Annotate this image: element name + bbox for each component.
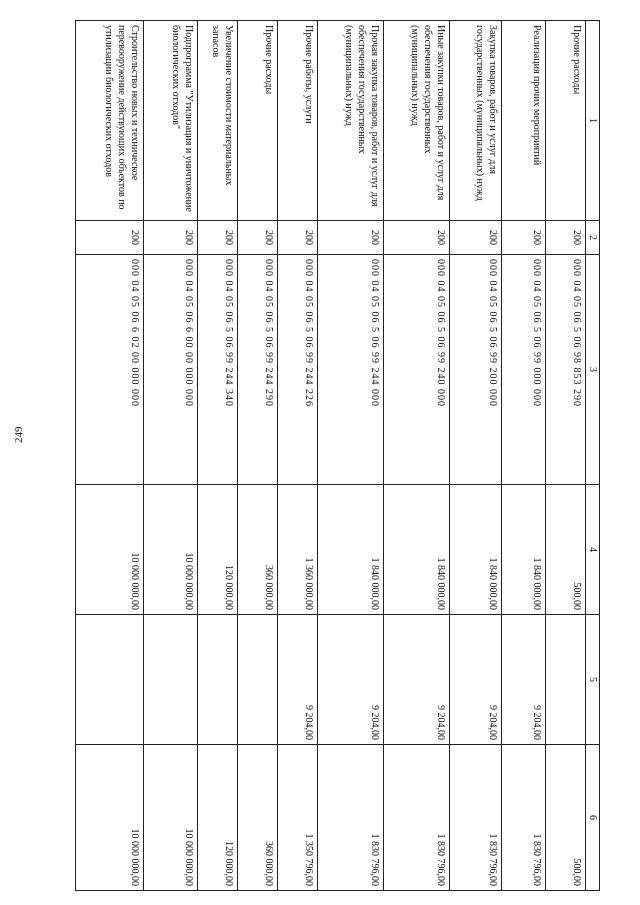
row-code-cell: 000 04 05 06 5 06 99 244 290 (238, 255, 278, 485)
row-code-cell: 000 04 05 06 5 06 98 853 290 (546, 255, 586, 485)
row-col5-cell (76, 615, 144, 745)
row-col2-cell: 200 (76, 221, 144, 255)
row-col2-cell: 200 (450, 221, 502, 255)
header-row (586, 21, 600, 891)
row-code-cell: 000 04 05 06 5 06 99 244 226 (278, 255, 318, 485)
row-col2-cell: 200 (384, 221, 450, 255)
row-col5-cell: 9 204,00 (502, 615, 546, 745)
row-col5-cell (198, 615, 238, 745)
row-col2-cell: 200 (238, 221, 278, 255)
row-col5-cell (546, 615, 586, 745)
row-col4-cell: 1 840 000,00 (502, 485, 546, 615)
row-col6-cell: 10 000 000,00 (144, 745, 198, 891)
row-col5-cell (238, 615, 278, 745)
row-code-cell: 000 04 05 06 5 06 99 244 340 (198, 255, 238, 485)
row-col2-cell: 200 (318, 221, 384, 255)
row-col5-cell: 9 204,00 (384, 615, 450, 745)
row-col2-cell: 200 (546, 221, 586, 255)
row-col6-cell: 1 830 796,00 (318, 745, 384, 891)
row-code-cell: 000 04 05 06 5 06 99 200 000 (450, 255, 502, 485)
row-col4-cell: 120 000,00 (198, 485, 238, 615)
row-name-cell: Иные закупки товаров, работ и услуг для обеспечения государственных (муниципальных) нужд (384, 21, 450, 221)
row-code-cell: 000 04 05 06 6 00 00 000 000 (144, 255, 198, 485)
row-col6-cell: 10 000 000,00 (76, 745, 144, 891)
row-col4-cell: 1 360 000,00 (278, 485, 318, 615)
header-col-6: 6 (586, 745, 600, 891)
budget-table (75, 20, 600, 891)
row-name-cell: Подпрограмма "Утилизация и уничтожение биологических отходов" (144, 21, 198, 221)
page-number: 249 (13, 426, 25, 443)
header-col-1: 1 (586, 21, 600, 221)
row-code-cell: 000 04 05 06 5 06 99 000 000 (502, 255, 546, 485)
row-code-cell: 000 04 05 06 5 06 99 240 000 (384, 255, 450, 485)
row-col6-cell: 1 830 796,00 (502, 745, 546, 891)
row-name-cell: Строительство новых и техническое перевооружение действующих объектов по утилизации биологических отходов (76, 21, 144, 221)
row-code-cell: 000 04 05 06 5 06 99 244 000 (318, 255, 384, 485)
row-col4-cell: 10 000 000,00 (76, 485, 144, 615)
row-name-cell: Увеличение стоимости материальных запасов (198, 21, 238, 221)
row-col4-cell: 1 840 000,00 (318, 485, 384, 615)
row-name-cell: Прочие работы, услуги (278, 21, 318, 221)
table-row (502, 21, 546, 891)
header-col-2: 2 (586, 221, 600, 255)
table-row (198, 21, 238, 891)
row-name-cell: Прочая закупка товаров, работ и услуг для обеспечения государственных (муниципальных) нужд (318, 21, 384, 221)
table-row (450, 21, 502, 891)
row-col6-cell: 1 830 796,00 (384, 745, 450, 891)
header-col-4: 4 (586, 485, 600, 615)
row-name-cell: Прочие расходы (546, 21, 586, 221)
row-col4-cell: 1 840 000,00 (450, 485, 502, 615)
budget-table-container (70, 20, 600, 890)
row-name-cell: Прочие расходы (238, 21, 278, 221)
row-col2-cell: 200 (144, 221, 198, 255)
row-name-cell: Реализация прочих мероприятий (502, 21, 546, 221)
row-col4-cell: 1 840 000,00 (384, 485, 450, 615)
table-row (546, 21, 586, 891)
row-col4-cell: 10 000 000,00 (144, 485, 198, 615)
row-code-cell: 000 04 05 06 6 02 00 000 000 (76, 255, 144, 485)
table-row (384, 21, 450, 891)
header-col-5: 5 (586, 615, 600, 745)
row-col4-cell: 360 000,00 (238, 485, 278, 615)
table-body (76, 21, 586, 891)
row-col6-cell: 1 830 796,00 (450, 745, 502, 891)
row-name-cell: Закупка товаров, работ и услуг для государственных (муниципальных) нужд (450, 21, 502, 221)
row-col5-cell: 9 204,00 (450, 615, 502, 745)
row-col4-cell: 500,00 (546, 485, 586, 615)
row-col6-cell: 500,00 (546, 745, 586, 891)
row-col5-cell (144, 615, 198, 745)
row-col5-cell: 9 204,00 (278, 615, 318, 745)
table-row (144, 21, 198, 891)
table-row (278, 21, 318, 891)
table-row (318, 21, 384, 891)
table-row (76, 21, 144, 891)
row-col2-cell: 200 (198, 221, 238, 255)
row-col6-cell: 120 000,00 (198, 745, 238, 891)
row-col2-cell: 200 (502, 221, 546, 255)
row-col6-cell: 360 000,00 (238, 745, 278, 891)
row-col2-cell: 200 (278, 221, 318, 255)
row-col6-cell: 1 350 796,00 (278, 745, 318, 891)
header-col-3: 3 (586, 255, 600, 485)
table-row (238, 21, 278, 891)
row-col5-cell: 9 204,00 (318, 615, 384, 745)
